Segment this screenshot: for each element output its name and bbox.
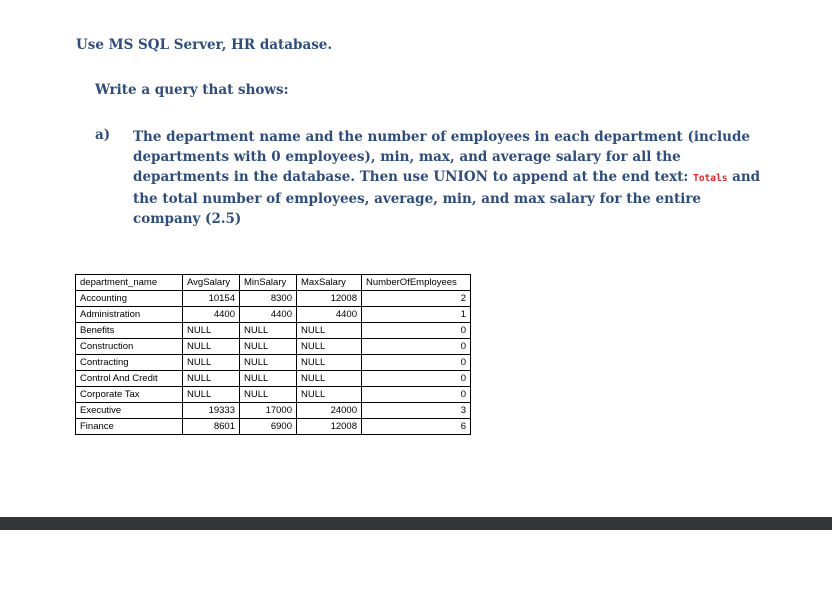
table-cell: NULL bbox=[183, 339, 240, 355]
table-row bbox=[76, 419, 471, 435]
table-cell: Contracting bbox=[76, 355, 183, 371]
question-text-part-1: The department name and the number of employees in each department (include departments with 0 employees), min, max, and average salary for all the departments in the database. Then use UNION to append at the end text: bbox=[133, 129, 750, 185]
table-cell: NULL bbox=[183, 371, 240, 387]
table-cell: NULL bbox=[240, 371, 297, 387]
table-cell: NULL bbox=[183, 355, 240, 371]
table-cell: Corporate Tax bbox=[76, 387, 183, 403]
header-avg-salary: AvgSalary bbox=[183, 275, 240, 291]
table-cell: NULL bbox=[297, 355, 362, 371]
table-cell: Finance bbox=[76, 419, 183, 435]
question-text bbox=[133, 127, 773, 229]
table-cell: Executive bbox=[76, 403, 183, 419]
table-cell: 0 bbox=[362, 371, 471, 387]
table-cell: 6900 bbox=[240, 419, 297, 435]
table-cell: 0 bbox=[362, 355, 471, 371]
table-cell: 12008 bbox=[297, 291, 362, 307]
table-cell: 4400 bbox=[183, 307, 240, 323]
table-cell: 0 bbox=[362, 387, 471, 403]
header-max-salary: MaxSalary bbox=[297, 275, 362, 291]
table-cell: 19333 bbox=[183, 403, 240, 419]
table-cell: 4400 bbox=[297, 307, 362, 323]
table-cell: NULL bbox=[183, 323, 240, 339]
table-cell: NULL bbox=[297, 323, 362, 339]
table-cell: NULL bbox=[240, 323, 297, 339]
table-cell: NULL bbox=[240, 355, 297, 371]
question-text-part-2: and the total number of employees, average, min, and max salary for the entire company (2.5) bbox=[133, 169, 761, 227]
table-cell: 12008 bbox=[297, 419, 362, 435]
table-cell: 4400 bbox=[240, 307, 297, 323]
table-cell: 3 bbox=[362, 403, 471, 419]
table-cell: 0 bbox=[362, 339, 471, 355]
totals-code: Totals bbox=[693, 173, 728, 184]
table-row bbox=[76, 339, 471, 355]
table-cell: 10154 bbox=[183, 291, 240, 307]
table-cell: Accounting bbox=[76, 291, 183, 307]
viewer-toolbar-bar bbox=[0, 517, 832, 530]
table-cell: Administration bbox=[76, 307, 183, 323]
header-min-salary: MinSalary bbox=[240, 275, 297, 291]
table-cell: Control And Credit bbox=[76, 371, 183, 387]
table-cell: 17000 bbox=[240, 403, 297, 419]
table-cell: NULL bbox=[240, 339, 297, 355]
table-header-row bbox=[76, 275, 471, 291]
header-department-name: department_name bbox=[76, 275, 183, 291]
question-label: a) bbox=[95, 127, 111, 143]
table-cell: NULL bbox=[297, 371, 362, 387]
instruction-line-2: Write a query that shows: bbox=[95, 82, 289, 98]
table-row bbox=[76, 291, 471, 307]
table-cell: NULL bbox=[297, 387, 362, 403]
table-cell: NULL bbox=[183, 387, 240, 403]
table-row bbox=[76, 355, 471, 371]
table-cell: 1 bbox=[362, 307, 471, 323]
table-cell: 2 bbox=[362, 291, 471, 307]
table-cell: NULL bbox=[297, 339, 362, 355]
table-row bbox=[76, 371, 471, 387]
table-cell: NULL bbox=[240, 387, 297, 403]
table-row bbox=[76, 387, 471, 403]
table-cell: 8601 bbox=[183, 419, 240, 435]
table-row bbox=[76, 323, 471, 339]
table-cell: Construction bbox=[76, 339, 183, 355]
table-cell: 24000 bbox=[297, 403, 362, 419]
table-cell: 6 bbox=[362, 419, 471, 435]
table-body bbox=[76, 291, 471, 435]
result-table bbox=[75, 274, 471, 435]
header-number-of-employees: NumberOfEmployees bbox=[362, 275, 471, 291]
table-cell: Benefits bbox=[76, 323, 183, 339]
instruction-line-1: Use MS SQL Server, HR database. bbox=[76, 37, 333, 53]
table-cell: 8300 bbox=[240, 291, 297, 307]
table-cell: 0 bbox=[362, 323, 471, 339]
table-row bbox=[76, 403, 471, 419]
table-row bbox=[76, 307, 471, 323]
